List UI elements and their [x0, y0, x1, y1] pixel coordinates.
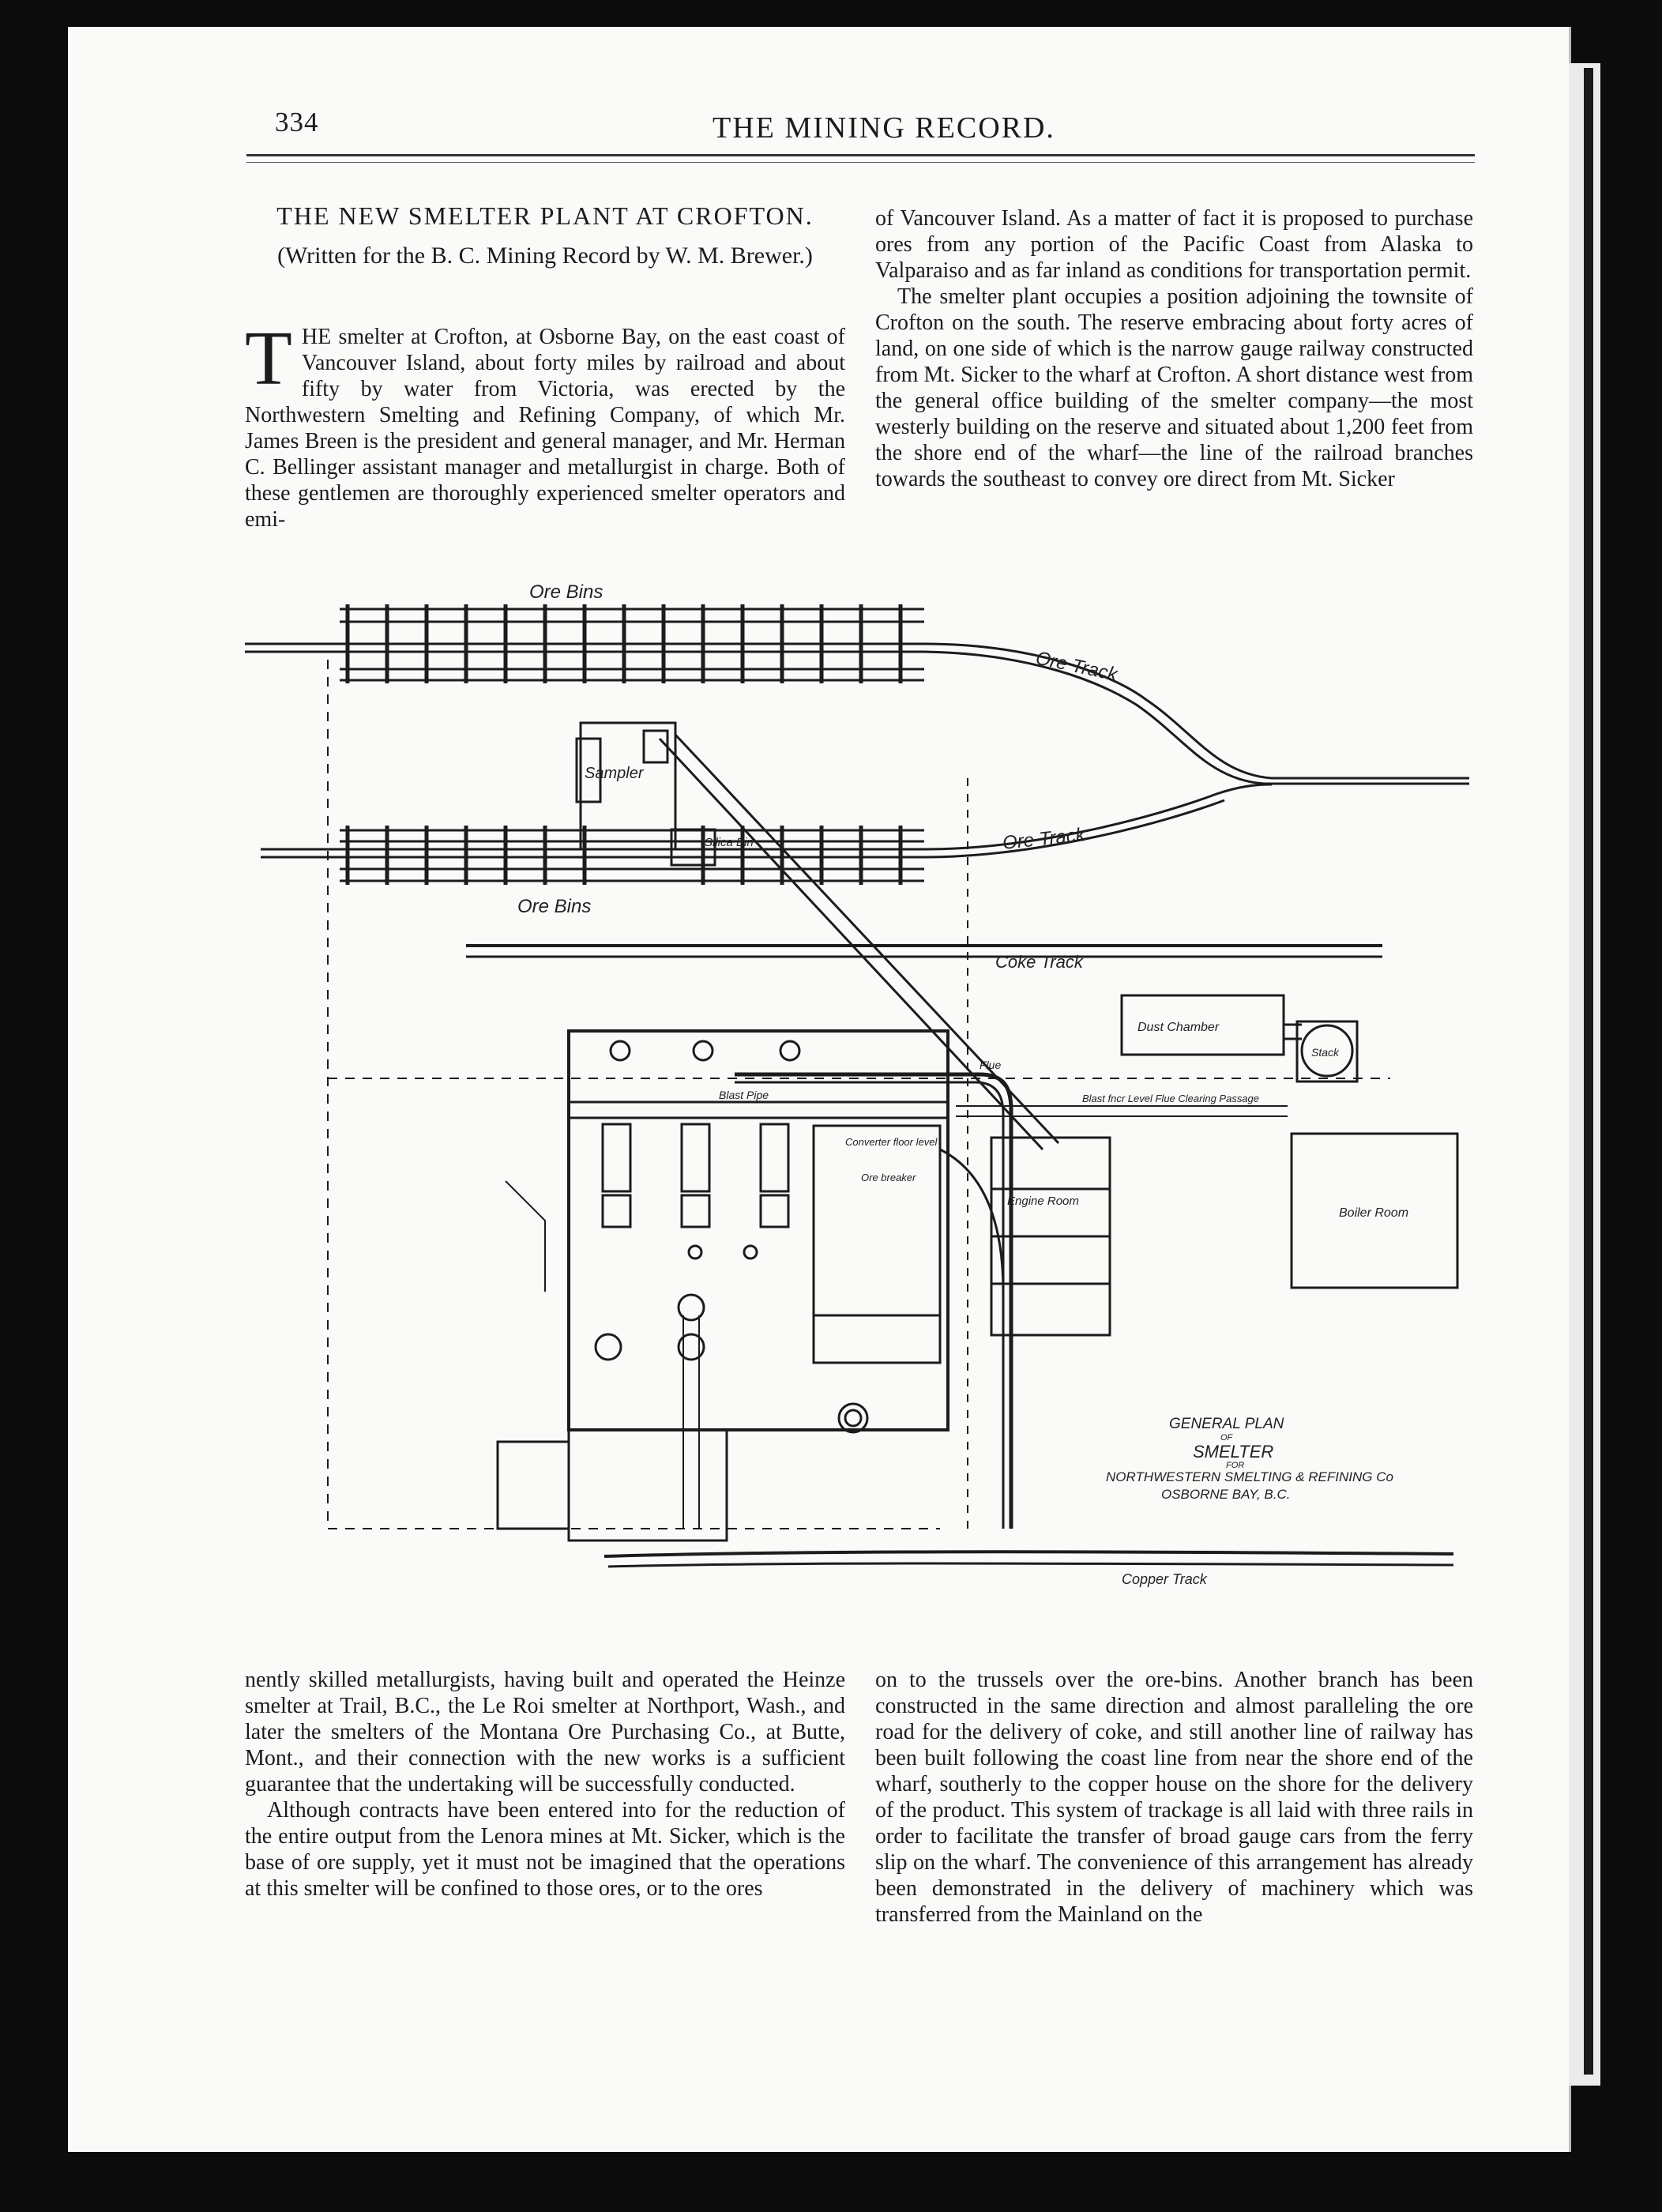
- label-boiler-room: Boiler Room: [1339, 1206, 1409, 1220]
- label-ore-track-top: Ore Track: [1033, 647, 1119, 686]
- smelter-plan-drawing: [245, 581, 1477, 1651]
- column-2-top: [875, 205, 1473, 492]
- rail-ties: [348, 604, 901, 885]
- plan-title-1: GENERAL PLAN: [1169, 1416, 1284, 1432]
- label-stack: Stack: [1311, 1046, 1340, 1059]
- label-blast-pipe: Blast Pipe: [719, 1089, 769, 1101]
- article-byline: (Written for the B. C. Mining Record by W. M. Brewer.): [277, 243, 813, 269]
- label-silica-bin: Silica Bin: [705, 836, 754, 849]
- article-title: THE NEW SMELTER PLANT AT CROFTON.: [276, 201, 814, 230]
- running-title: THE MINING RECORD.: [713, 111, 1055, 145]
- page-number: 334: [275, 107, 319, 137]
- label-copper-track: Copper Track: [1122, 1571, 1207, 1587]
- label-sampler: Sampler: [585, 765, 644, 782]
- smelter-plan-figure: [245, 581, 1477, 1651]
- paragraph: THE smelter at Crofton, at Osborne Bay, on the east coast of Vancouver Island, about forty miles by railroad and about fifty by water from Victoria, was erected by the Northwestern Smelting and Refining Company, of which Mr. James Breen is the president and general manager, and Mr. Herman C. Bellinger assistant manager and metallurgist in charge. Both of these gentlemen are thoroughly experienced smelter operators and emi-: [245, 316, 845, 532]
- plan-title-4: OSBORNE BAY, B.C.: [1161, 1487, 1291, 1502]
- ore-track-bottom: [261, 784, 1272, 849]
- column-1-bottom: [245, 1667, 845, 1902]
- label-flue: Flue: [980, 1059, 1002, 1071]
- paragraph: nently skilled metallurgists, having built and operated the Heinze smelter at Trail, B.C., the Le Roi smelter at Northport, Wash., and later the smelters of the Montana Ore Purchasing Co., at Butte, Mont., and their connection with the new works is a sufficient guarantee that the undertaking will be successfully conducted.: [245, 1668, 845, 1796]
- label-clearing-passage: Blast fncr Level Flue Clearing Passage: [1082, 1093, 1260, 1104]
- drop-cap: T: [245, 316, 292, 401]
- label-dust-chamber: Dust Chamber: [1137, 1021, 1220, 1034]
- plan-title-for: FOR: [1226, 1461, 1245, 1470]
- binding-shadow: [1584, 68, 1593, 2075]
- header-rule-thin: [246, 162, 1475, 163]
- column-2-bottom: [875, 1667, 1473, 1928]
- header-rule: [246, 154, 1475, 156]
- label-converter-floor: Converter floor level: [845, 1136, 938, 1148]
- label-ore-breaker: Ore breaker: [861, 1172, 916, 1183]
- label-engine-room: Engine Room: [1007, 1194, 1079, 1208]
- plan-title-2: SMELTER: [1193, 1442, 1274, 1462]
- paragraph: The smelter plant occupies a position adjoining the townsite of Crofton on the south. The reserve embracing about forty acres of land, on one side of which is the narrow gauge railway constructed from Mt. Sicker to the wharf at Crofton. A short distance west from the general office building of the smelter company—the most westerly building on the reserve and situated about 1,200 feet from the shore end of the wharf—the line of the railroad branches towards the southeast to convey ore direct from Mt. Sicker: [875, 284, 1473, 491]
- paragraph: Although contracts have been entered into for the reduction of the entire output from the Lenora mines at Mt. Sicker, which is the base of ore supply, yet it must not be imagined that the operations at this smelter will be confined to those ores, or to the ores: [245, 1798, 845, 1901]
- label-ore-bins-bottom: Ore Bins: [517, 896, 592, 917]
- plan-title-3: NORTHWESTERN SMELTING & REFINING Co: [1106, 1469, 1393, 1484]
- plan-title-of: OF: [1220, 1433, 1233, 1443]
- label-ore-track-bottom: Ore Track: [1001, 824, 1086, 854]
- paragraph: of Vancouver Island. As a matter of fact it is proposed to purchase ores from any portion of the Pacific Coast from Alaska to Valparaiso and as far inland as conditions for transportation permit.: [875, 206, 1473, 283]
- column-1-top: [245, 316, 845, 532]
- paragraph: on to the trussels over the ore-bins. Another branch has been constructed in the same direction and almost paralleling the ore road for the delivery of coke, and still another line of railway has been built following the coast line from near the shore end of the wharf, southerly to the copper house on the shore for the delivery of the product. This system of trackage is all laid with three rails in order to facilitate the transfer of broad gauge cars from the ferry slip on the wharf. The convenience of this arrangement has already been demonstrated in the delivery of machinery which was transferred from the Mainland on the: [875, 1668, 1473, 1927]
- label-coke-track: Coke Track: [995, 952, 1083, 972]
- label-ore-bins-top: Ore Bins: [529, 581, 604, 603]
